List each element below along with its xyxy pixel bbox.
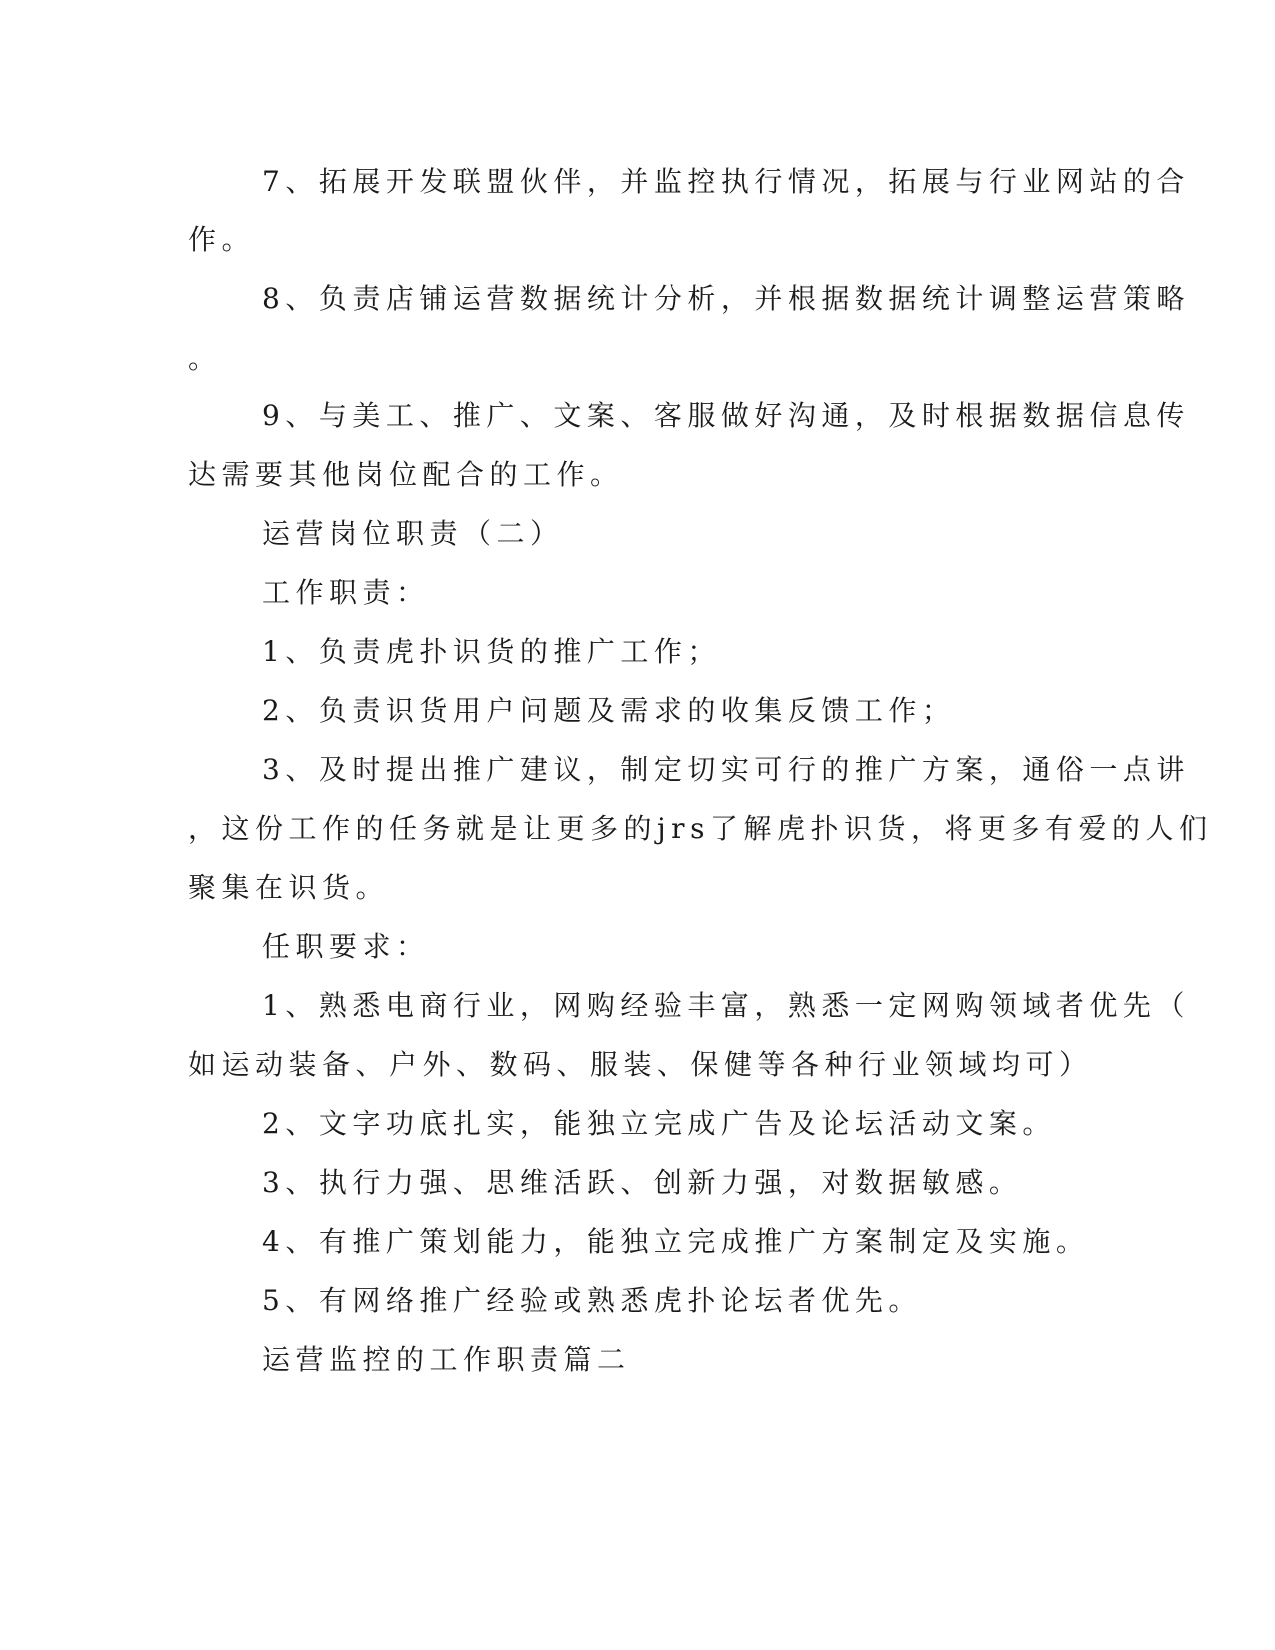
paragraph-line: ，这份工作的任务就是让更多的jrs了解虎扑识货，将更多有爱的人们 (188, 812, 1213, 845)
list-item: 3、及时提出推广建议，制定切实可行的推广方案，通俗一点讲 (262, 753, 1190, 786)
section-heading: 运营监控的工作职责篇二 (262, 1343, 631, 1376)
paragraph-line: 作。 (188, 223, 256, 256)
paragraph-line: 达需要其他岗位配合的工作。 (188, 458, 624, 491)
list-item: 4、有推广策划能力，能独立完成推广方案制定及实施。 (262, 1225, 1090, 1258)
paragraph-line: 如运动装备、户外、数码、服装、保健等各种行业领域均可） (188, 1048, 1093, 1081)
list-item: 2、文字功底扎实，能独立完成广告及论坛活动文案。 (262, 1107, 1056, 1140)
list-item: 5、有网络推广经验或熟悉虎扑论坛者优先。 (262, 1284, 922, 1317)
subheading: 工作职责： (262, 576, 430, 609)
paragraph-line: 8、负责店铺运营数据统计分析，并根据数据统计调整运营策略 (262, 282, 1190, 315)
paragraph-line: 7、拓展开发联盟伙伴，并监控执行情况，拓展与行业网站的合 (262, 165, 1190, 198)
subheading: 任职要求： (262, 930, 430, 963)
list-item: 1、负责虎扑识货的推广工作； (262, 635, 721, 668)
section-heading: 运营岗位职责（二） (262, 517, 564, 550)
list-item: 1、熟悉电商行业，网购经验丰富，熟悉一定网购领域者优先（ (262, 989, 1190, 1022)
paragraph-line: 聚集在识货。 (188, 871, 390, 904)
list-item: 3、执行力强、思维活跃、创新力强，对数据敏感。 (262, 1166, 1023, 1199)
paragraph-line: 。 (188, 342, 222, 375)
paragraph-line: 9、与美工、推广、文案、客服做好沟通，及时根据数据信息传 (262, 399, 1190, 432)
list-item: 2、负责识货用户问题及需求的收集反馈工作； (262, 694, 956, 727)
